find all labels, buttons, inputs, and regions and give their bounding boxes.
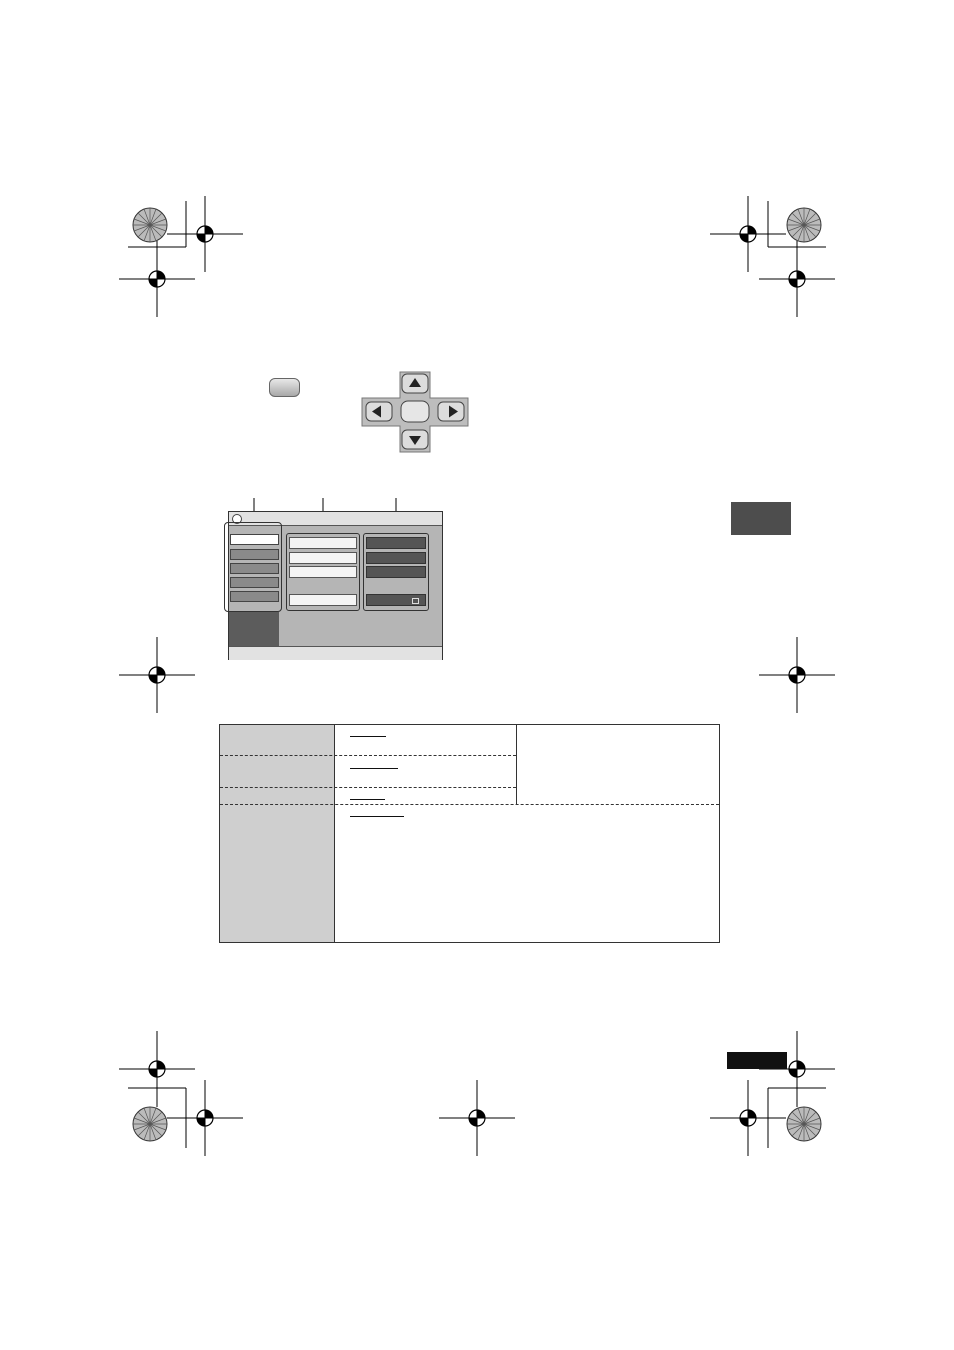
menu-field-3[interactable] (289, 566, 357, 578)
menu-field-4[interactable] (289, 580, 357, 592)
menu-field-2[interactable] (289, 552, 357, 564)
row-divider (220, 804, 719, 805)
chapter-tab (731, 502, 791, 535)
menu-tab-1[interactable] (230, 534, 279, 545)
table-option (350, 799, 385, 800)
table-option (350, 768, 398, 769)
row-divider (220, 755, 516, 756)
menu-tab-3[interactable] (230, 563, 279, 574)
row-divider (220, 787, 516, 788)
table-column-divider (516, 725, 517, 804)
cursor-pad-icon (360, 368, 472, 456)
lock-icon (412, 598, 419, 604)
menu-field-5[interactable] (289, 594, 357, 606)
menu-field-1[interactable] (289, 537, 357, 549)
table-option (350, 736, 386, 737)
setup-menu-screen (228, 511, 443, 660)
menu-left-panel (229, 612, 279, 646)
menu-status-bar (229, 646, 442, 660)
page-number-tab (727, 1052, 787, 1069)
menu-button-icon (269, 378, 300, 397)
menu-tab-2[interactable] (230, 549, 279, 560)
menu-value-1[interactable] (366, 537, 426, 549)
menu-value-4 (366, 580, 426, 592)
menu-value-3[interactable] (366, 566, 426, 578)
menu-value-5[interactable] (366, 594, 426, 606)
menu-tab-5[interactable] (230, 591, 279, 602)
menu-tab-4[interactable] (230, 577, 279, 588)
menu-value-2[interactable] (366, 552, 426, 564)
table-label-column (220, 725, 335, 942)
settings-table (219, 724, 720, 943)
table-option (350, 816, 404, 817)
